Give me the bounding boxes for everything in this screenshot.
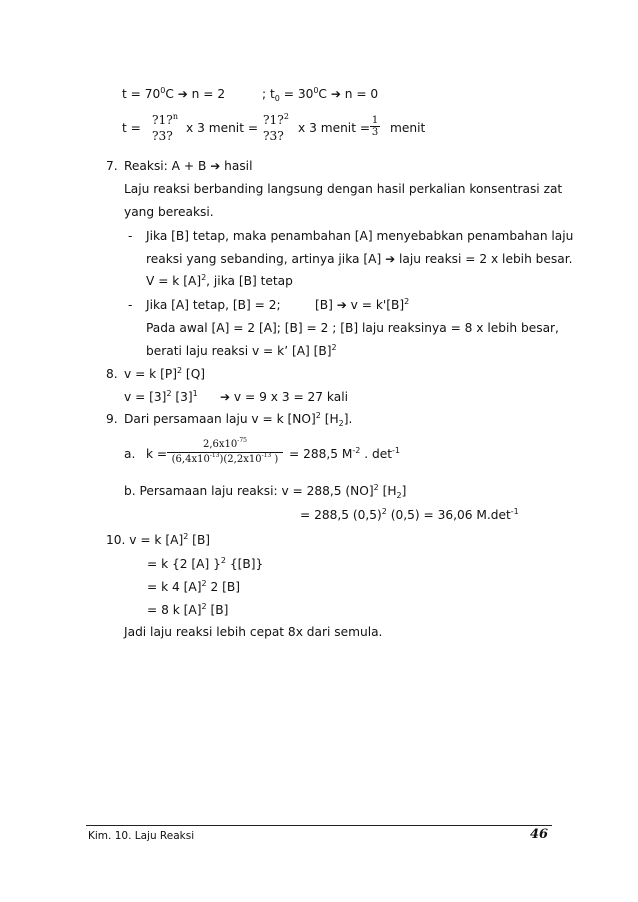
arrow-icon: ➔ xyxy=(330,87,341,101)
bullet-dash: - xyxy=(128,229,133,243)
item-10-line4: = 8 k $[A]^2$ [B] xyxy=(147,602,229,617)
bullet-1-line3: V = k $[A]^2$, jika [B] tetap xyxy=(146,273,293,288)
fraction-one-third: $\frac{1}{3}$ xyxy=(371,115,379,138)
bracket-bottom-2: ?3? xyxy=(263,129,284,143)
item-9b-line1: b. Persamaan laju reaksi: v = 288,5 (NO]$^2$ $[H_2]$ xyxy=(124,483,407,500)
item-number-8: 8. xyxy=(106,367,118,381)
bracket-top-2: ?1?$^2$ xyxy=(263,112,289,127)
arrow-icon: ➔ xyxy=(336,298,347,312)
item-number-7: 7. xyxy=(106,159,118,173)
item-9a-k: k = xyxy=(146,447,168,461)
arrow-icon: ➔ xyxy=(220,390,231,404)
arrow-icon: ➔ xyxy=(177,87,188,101)
bullet-2-line2: Pada awal [A] = 2 [A]; [B] = 2 ; [B] laju reaksinya = 8 x lebih besar, xyxy=(146,321,559,335)
item-7-reaction: Reaksi: A + B ➔ hasil xyxy=(124,159,253,173)
bullet-1-line2: reaksi yang sebanding, artinya jika [A] ➔ laju reaksi = 2 x lebih besar. xyxy=(146,252,573,266)
footer-title: Kim. 10. Laju Reaksi xyxy=(88,830,195,842)
item-10-line3: = k 4 $[A]^2$ 2 [B] xyxy=(147,579,240,594)
bracket-bottom-1: ?3? xyxy=(152,129,173,143)
line-temp: $t = 70^0C$ ➔ n = 2 xyxy=(122,86,226,101)
item-10-conclusion: Jadi laju reaksi lebih cepat 8x dari semula. xyxy=(124,625,383,639)
line-time-eq: t = xyxy=(122,121,141,135)
arrow-icon: ➔ xyxy=(210,159,221,173)
item-9a-result: = 288,5 $M^{-2}$ . $\det^{-1}$ xyxy=(289,446,400,461)
bullet-2-line1a: Jika [A] tetap, [B] = 2; xyxy=(146,298,281,312)
item-9a-label: a. xyxy=(124,447,136,461)
arrow-icon: ➔ xyxy=(385,252,396,266)
item-7-para-line1: Laju reaksi berbanding langsung dengan hasil perkalian konsentrasi zat xyxy=(124,182,563,196)
bullet-1-line1: Jika [B] tetap, maka penambahan [A] menyebabkan penambahan laju xyxy=(146,229,574,243)
item-7-para-line2: yang bereaksi. xyxy=(124,205,214,219)
line-time-mid2: x 3 menit = xyxy=(298,121,371,135)
item-10-line1: 10. v = k $[A]^2$ [B] xyxy=(106,532,211,547)
bullet-dash: - xyxy=(128,298,133,312)
line-time-mid: x 3 menit = xyxy=(186,121,259,135)
item-8-line1: v = k $[P]^2$ [Q] xyxy=(124,366,206,381)
bullet-2-line1b: [B] ➔ $v = k'[B]^2$ xyxy=(315,297,410,312)
item-number-9: 9. xyxy=(106,412,118,426)
bullet-2-line3: berati laju reaksi v = k’ [A] $[B]^2$ xyxy=(146,343,337,358)
item-10-line2: = k {2 [A] }$^2$ {[B]} xyxy=(147,556,264,571)
item-9b-line2: = 288,5 $(0,5)^2$ (0,5) = 36,06 $M.\det^{-1}$ xyxy=(300,507,519,522)
line-temp-right: ; $t_0 = 30^0C$ ➔ n = 0 xyxy=(262,86,379,103)
footer-rule xyxy=(86,825,552,826)
item-9-line1: Dari persamaan laju v = k [NO]$^2$ $[H_2]$. xyxy=(124,411,353,428)
fraction-rate-constant: $\frac{2,6x10^{-75}}{(6,4x10^{-13})(2,2x10^{-13} )}$ xyxy=(167,438,283,467)
item-8-line2a: $v = [3]^2$ $[3]^1$ xyxy=(124,389,198,404)
bracket-top-1: ?1?$^n$ xyxy=(152,112,178,127)
page-number: 46 xyxy=(530,827,549,842)
line-time-tail: menit xyxy=(390,121,426,135)
item-8-line2b: ➔ v = 9 x 3 = 27 kali xyxy=(220,390,349,404)
